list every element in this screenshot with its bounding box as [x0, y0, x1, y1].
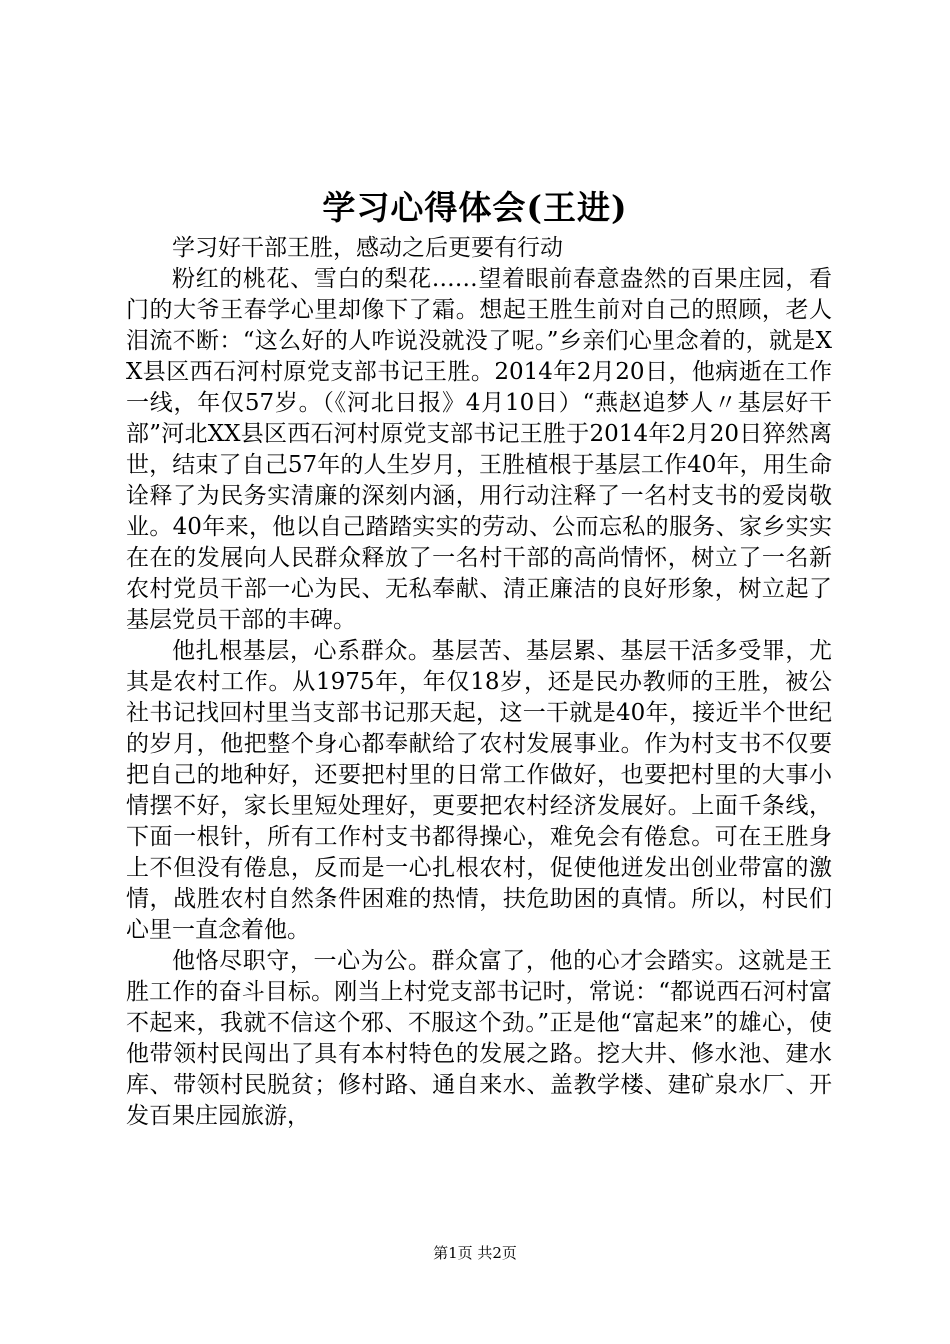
body-paragraph: 他扎根基层，心系群众。基层苦、基层累、基层干活多受罪，尤其是农村工作。从1975年，年仅18岁，还是民办教师的王胜，被公社书记找回村里当支部书记那天起，这一干就是40年，接近半个世纪的岁月，他把整个身心都奉献给了农村发展事业。作为村支书不仅要把自己的地种好，还要把村里的日常工作做好，也要把村里的大事小情摆不好，家长里短处理好，更要把农村经济发展好。上面千条线，下面一根针，所有工作村支书都得操心，难免会有倦怠。可在王胜身上不但没有倦息，反而是一心扎根农村，促使他迸发出创业带富的激情，战胜农村自然条件困难的热情，扶危助困的真情。所以，村民们心里一直念着他。 [126, 638, 832, 943]
body-paragraph: 他恪尽职守，一心为公。群众富了，他的心才会踏实。这就是王胜工作的奋斗目标。刚当上村党支部书记时，常说：“都说西石河村富不起来，我就不信这个邪、不服这个劲。”正是他“富起来”的雄心，使他带领村民闯出了具有本村特色的发展之路。挖大井、修水池、建水库、带领村民脱贫；修村路、通自来水、盖教学楼、建矿泉水厂、开发百果庄园旅游， [126, 948, 832, 1129]
document-title: 学习心得体会(王进) [322, 188, 628, 227]
body-paragraph: 粉红的桃花、雪白的梨花……望着眼前春意盎然的百果庄园，看门的大爷王春学心里却像下了霜。想起王胜生前对自己的照顾，老人泪流不断：“这么好的人咋说没就没了呢。”乡亲们心里念着的，就是XX县区西石河村原党支部书记王胜。2014年2月20日，他病逝在工作一线，年仅57岁。（《河北日报》4月10日）“燕赵追梦人〃基层好干部”河北XX县区西石河村原党支部书记王胜于2014年2月20日猝然离世，结束了自己57年的人生岁月，王胜植根于基层工作40年，用生命诠释了为民务实清廉的深刻内涵，用行动注释了一名村支书的爱岗敬业。40年来，他以自己踏踏实实的劳动、公而忘私的服务、家乡实实在在的发展向人民群众释放了一名村干部的高尚情怀，树立了一名新农村党员干部一心为民、无私奉献、清正廉洁的良好形象，树立起了基层党员干部的丰碑。 [126, 266, 832, 633]
subtitle-paragraph: 学习好干部王胜，感动之后更要有行动 [172, 235, 563, 261]
document-body [126, 233, 832, 1132]
page-footer: 第1页 共2页 [433, 1244, 517, 1262]
